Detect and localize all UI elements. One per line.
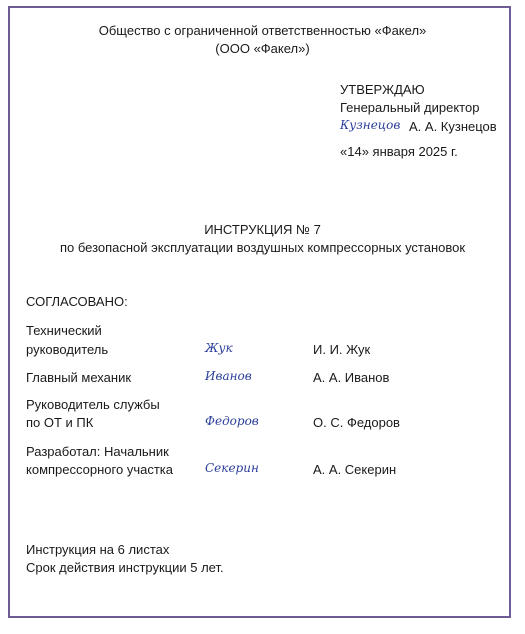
agreed-name: И. И. Жук [313, 342, 371, 357]
signature-ivanov: Иванов [205, 369, 252, 383]
director-name: А. А. Кузнецов [409, 119, 497, 134]
agreed-title: СОГЛАСОВАНО: [26, 294, 128, 309]
agreed-role: руководитель [26, 342, 109, 357]
approval-title: УТВЕРЖДАЮ [340, 82, 425, 97]
agreed-name: О. С. Федоров [313, 415, 400, 430]
agreed-name: А. А. Иванов [313, 370, 390, 385]
document-subtitle: по безопасной эксплуатации воздушных компрессорных установок [59, 240, 466, 255]
agreed-name: А. А. Секерин [313, 462, 397, 477]
agreed-role: Главный механик [26, 370, 132, 385]
approval-position: Генеральный директор [340, 100, 480, 115]
director-signature: Кузнецов [340, 118, 401, 132]
agreed-role: Разработал: Начальник [26, 444, 169, 459]
validity-note: Срок действия инструкции 5 лет. [26, 560, 224, 575]
agreed-role: Технический [26, 323, 102, 338]
organization-short-name: (ООО «Факел») [215, 41, 310, 56]
agreed-role: по ОТ и ПК [26, 415, 94, 430]
signature-sekerin: Секерин [205, 461, 259, 475]
page-count-note: Инструкция на 6 листах [26, 542, 170, 557]
agreed-role: компрессорного участка [26, 462, 173, 477]
signature-zhuk: Жук [205, 341, 233, 355]
page-frame [8, 6, 511, 618]
signature-fedorov: Федоров [205, 414, 259, 428]
approval-date: «14» января 2025 г. [340, 144, 458, 159]
document-title: ИНСТРУКЦИЯ № 7 [204, 222, 321, 237]
agreed-role: Руководитель службы [26, 397, 160, 412]
organization-name: Общество с ограниченной ответственностью «Факел» [98, 23, 427, 38]
